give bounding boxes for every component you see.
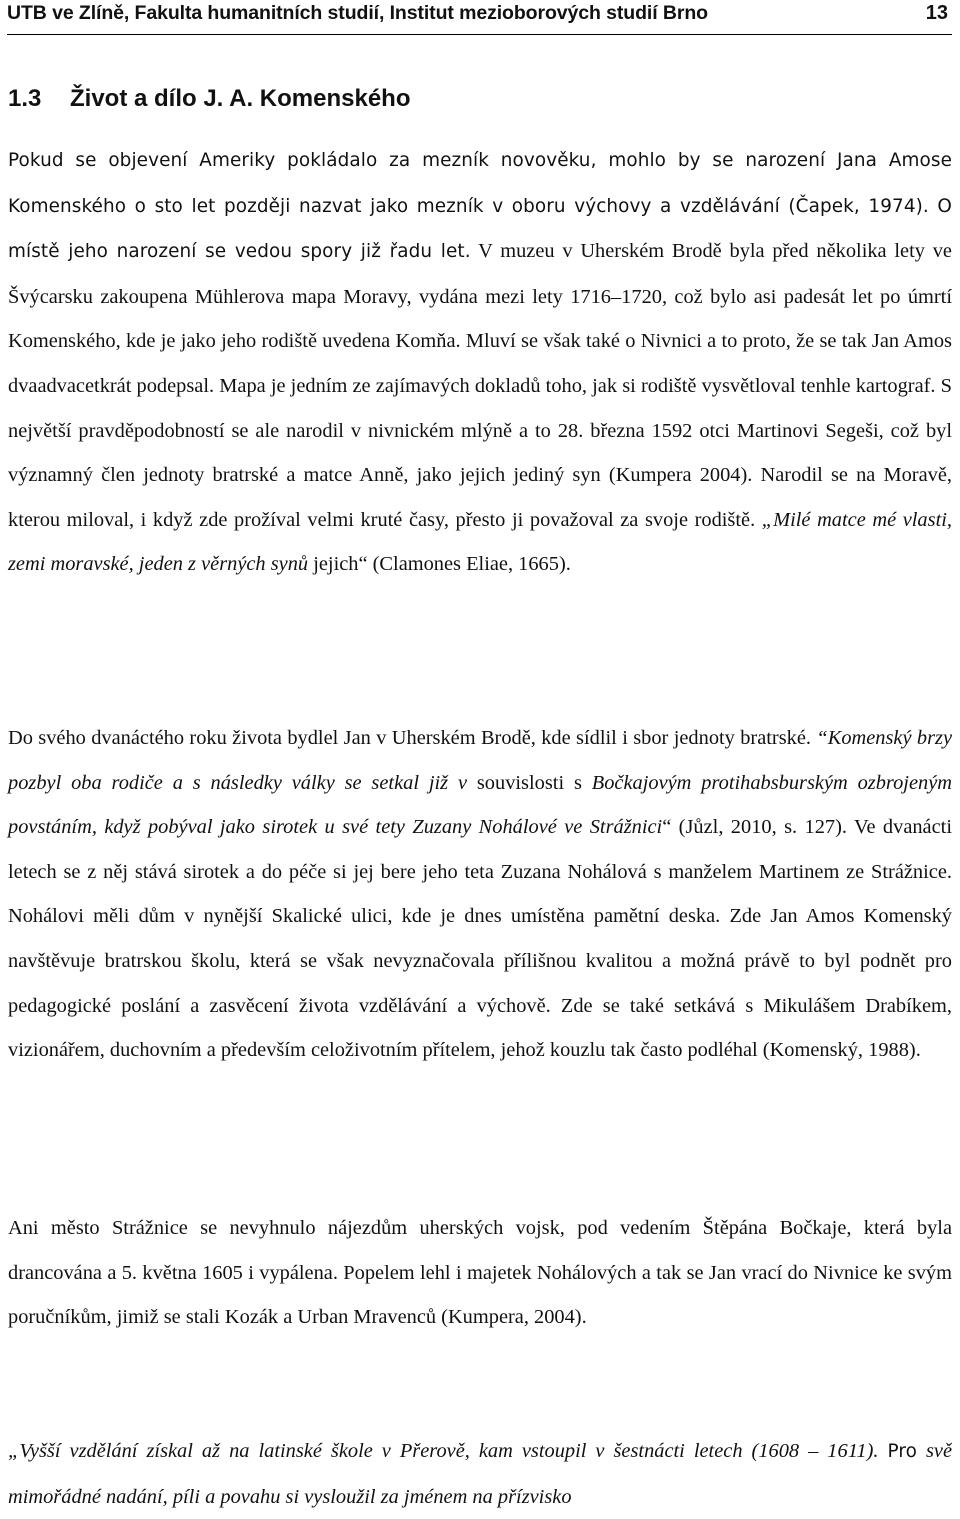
paragraph-2 xyxy=(8,716,952,1073)
paragraph-text xyxy=(8,138,952,587)
header-title: UTB ve Zlíně, Fakulta humanitních studií, Institut mezioborových studií Brno xyxy=(7,2,708,24)
text-segment: V muzeu v Uherském Brodě byla před několika lety ve Švýcarsku zakoupena Mühlerova mapa Moravy, vydána mezi lety 1716–1720, což bylo asi padesát let po úmrtí Komenského, kde je jako jeho rodiště uvedena Komňa. Mluví se však také o Nivnici a to proto, že se tak Jan Amos dvaadvacetkrát podepsal. Mapa je jedním ze zajímavých dokladů toho, jak si rodiště vysvětloval tenhle kartograf. S největší pravděpodobností se ale narodil v nivnickém mlýně a to 28. března 1592 otci Martinovi Segeši, což byl významný člen jednoty bratrské a matce Anně, jako jejich jediný syn (Kumpera 2004). Narodil se na Moravě, kterou miloval, i když zde prožíval velmi kruté časy, přesto ji považoval za svoje rodiště. xyxy=(8,240,952,531)
text-segment: Pro xyxy=(887,1441,917,1462)
quote-segment: “Komenský brzy pozbyl oba rodiče a s následky války se setkal již v xyxy=(8,727,952,794)
paragraph-text xyxy=(8,1429,952,1519)
section-title: Život a dílo J. A. Komenského xyxy=(70,85,411,112)
paragraph-4 xyxy=(8,1429,952,1519)
paragraph-3 xyxy=(8,1206,952,1340)
quote-segment: „Milé matce mé vlasti, zemi moravské, jeden z věrných synů xyxy=(8,508,952,576)
quote-segment: Bočkajovým protihabsburským ozbrojeným povstáním, když pobýval jako sirotek u své tety Zuzany Nohálové ve Strážnici xyxy=(8,771,952,839)
paragraph-text xyxy=(8,716,952,1073)
text-segment: souvislosti s xyxy=(467,771,592,794)
text-segment: “ (Jůzl, 2010, s. 127). Ve dvanácti letech se z něj stává sirotek a do péče si jej bere jeho teta Zuzana Nohálová s manželem Martinem ze Strážnice. Nohálovi měli dům v nynější Skalické ulici, kde je dnes umístěna pamětní deska. Zde Jan Amos Komenský navštěvuje bratrskou školu, která se však nevyznačovala přílišnou kvalitou a možná právě to byl podnět pro pedagogické poslání a zasvěcení života vzdělávání a výchově. Zde se také setkává s Mikulášem Drabíkem, vizionářem, duchovním a především celoživotním přítelem, jehož kouzlu tak často podléhal (Komenský, 1988). xyxy=(8,816,952,1062)
text-segment: Ani město Strážnice se nevyhnulo nájezdům uherských vojsk, pod vedením Štěpána Bočkaje, která byla drancována a 5. května 1605 i vypálena. Popelem lehl i majetek Nohálových a tak se Jan vrací do Nivnice ke svým poručníkům, jimiž se stali Kozák a Urban Mravenců (Kumpera, 2004). xyxy=(8,1217,952,1329)
page-number: 13 xyxy=(925,2,948,24)
quote-segment: svě mimořádné nadání, píli a povahu si vysloužil za jménem na přízvisko xyxy=(8,1440,952,1508)
paragraph-text xyxy=(8,1206,952,1340)
text-segment: jejich“ (Clamones Eliae, 1665). xyxy=(308,553,571,576)
section-heading xyxy=(8,82,411,116)
section-number: 1.3 xyxy=(8,85,42,112)
text-segment: Do svého dvanáctého roku života bydlel Jan v Uherském Brodě, kde sídlil i sbor jednoty bratrské. xyxy=(8,727,817,749)
paragraph-1 xyxy=(8,138,952,587)
text-segment: Pokud se objevení Ameriky pokládalo za mezník novověku, mohlo by se narození Jana Amose Komenského o sto let později nazvat jako mezník v oboru výchovy a vzdělávání (Čapek, 1974). O místě jeho narození se vedou spory již řadu let. xyxy=(8,150,952,263)
quote-segment: „Vyšší vzdělání získal až na latinské škole v Přerově, kam vstoupil v šestnácti letech (1608 – 1611). xyxy=(8,1440,888,1462)
page-header xyxy=(7,0,952,35)
